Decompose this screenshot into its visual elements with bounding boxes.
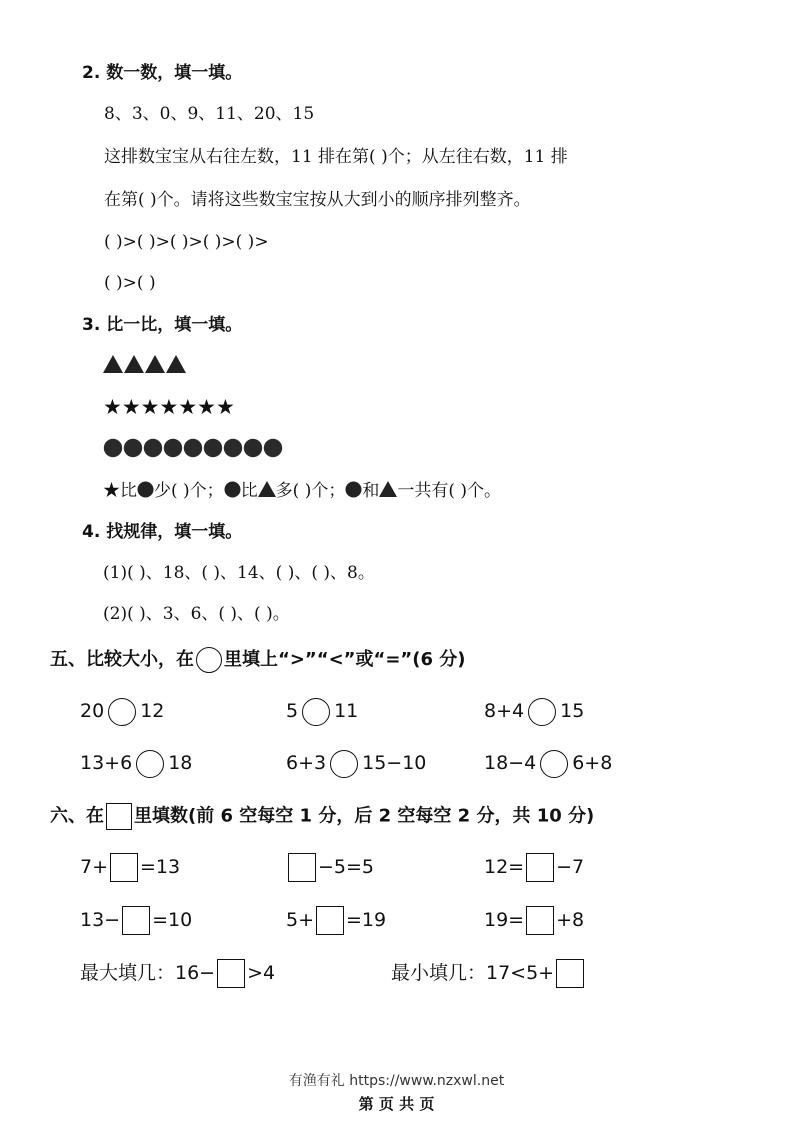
filled-circle-icon [103, 438, 123, 458]
answer-circle[interactable] [302, 698, 330, 726]
answer-box[interactable] [526, 853, 554, 882]
section5-title-b: 里填上“>”“<”或“=”(6 分) [224, 649, 466, 670]
filled-circle-icon [183, 438, 203, 458]
footer-site: 有渔有礼 https://www.nzxwl.net [288, 1073, 505, 1089]
filled-circle-icon [163, 438, 183, 458]
fill-left: 最小填几：17<5+ [391, 962, 555, 984]
fill-right: −7 [556, 856, 585, 878]
answer-box[interactable] [316, 906, 344, 935]
section6-title-b: 里填数(前 6 空每空 1 分，后 2 空每空 2 分，共 10 分) [134, 805, 595, 827]
fill-right: −5=5 [318, 856, 375, 878]
answer-circle[interactable] [528, 698, 556, 726]
compare-item [80, 748, 192, 778]
fill-item [286, 905, 386, 935]
answer-box[interactable] [288, 853, 316, 882]
triangle-icon [103, 355, 123, 373]
section5-title-a: 五、比较大小，在 [50, 649, 194, 670]
compare-item [286, 696, 358, 726]
fill-item [286, 852, 374, 882]
compare-left: 20 [80, 700, 105, 722]
q4-part1: (1)( )、18、( )、14、( )、( )、8。 [103, 563, 375, 583]
answer-box[interactable] [526, 906, 554, 935]
fill-left: 19= [484, 909, 525, 931]
triangle-icon [145, 355, 165, 373]
compare-right: 11 [334, 700, 359, 722]
answer-circle[interactable] [540, 750, 568, 778]
footer-page: 第 页 共 页 [358, 1095, 435, 1113]
triangle-row [103, 355, 187, 373]
compare-right: 12 [140, 700, 165, 722]
compare-right: 15 [560, 700, 585, 722]
q3-part2b: 多( )个； [275, 481, 346, 501]
filled-circle-icon [203, 438, 223, 458]
star-row [103, 397, 235, 417]
fill-item [80, 958, 275, 988]
q3-part3b: 一共有( )个。 [397, 481, 502, 501]
star-icon: ★ [159, 395, 179, 419]
star-icon: ★ [197, 395, 216, 419]
fill-item [391, 958, 586, 988]
answer-box[interactable] [556, 959, 584, 988]
triangle-icon [379, 481, 397, 497]
section6-title [50, 803, 594, 830]
answer-circle[interactable] [136, 750, 164, 778]
fill-right: =13 [140, 856, 181, 878]
q4-title: 4. 找规律，填一填。 [82, 522, 243, 542]
compare-item [484, 696, 584, 726]
section5-title [50, 647, 465, 673]
answer-box[interactable] [122, 906, 150, 935]
answer-circle[interactable] [108, 698, 136, 726]
triangle-icon [166, 355, 186, 373]
answer-box[interactable] [217, 959, 245, 988]
triangle-icon [258, 481, 276, 497]
filled-circle-icon [345, 481, 362, 498]
q3-part1a: 比 [120, 481, 137, 501]
filled-circle-icon [123, 438, 143, 458]
compare-item [286, 748, 426, 778]
filled-circle-icon [243, 438, 263, 458]
compare-item [484, 748, 612, 778]
compare-left: 13+6 [80, 752, 133, 774]
q2-line1: 这排数宝宝从右往左数，11 排在第( )个；从左往右数，11 排 [104, 147, 568, 167]
answer-circle[interactable] [330, 750, 358, 778]
filled-circle-icon [223, 438, 243, 458]
compare-right: 6+8 [572, 752, 613, 774]
q4-part2: (2)( )、3、6、( )、( )。 [103, 604, 290, 624]
q3-question [103, 480, 501, 502]
fill-right: >4 [247, 962, 276, 984]
fill-item [80, 905, 192, 935]
circle-row [103, 438, 283, 458]
fill-left: 最大填几：16− [80, 962, 216, 984]
q2-numbers: 8、3、0、9、11、20、15 [104, 104, 315, 124]
compare-right: 15−10 [362, 752, 427, 774]
star-icon: ★ [215, 395, 235, 419]
q3-part2a: 比 [240, 481, 258, 501]
compare-left: 18−4 [484, 752, 537, 774]
blank-square-icon [106, 803, 132, 830]
compare-left: 6+3 [286, 752, 327, 774]
triangle-icon [124, 355, 144, 373]
fill-left: 13− [80, 909, 121, 931]
star-icon: ★ [121, 395, 141, 419]
q2-title: 2. 数一数，填一填。 [82, 63, 243, 83]
fill-left: 7+ [80, 856, 109, 878]
filled-circle-icon [143, 438, 163, 458]
q2-line2: 在第( )个。请将这些数宝宝按从大到小的顺序排列整齐。 [104, 190, 531, 210]
filled-circle-icon [263, 438, 283, 458]
fill-left: 12= [484, 856, 525, 878]
blank-circle-icon [196, 647, 222, 673]
q3-part3a: 和 [362, 481, 380, 501]
compare-left: 8+4 [484, 700, 525, 722]
star-icon: ★ [140, 395, 160, 419]
q3-title: 3. 比一比，填一填。 [82, 315, 243, 335]
q2-order1: ( )>( )>( )>( )>( )> [104, 232, 269, 252]
answer-box[interactable] [110, 853, 138, 882]
fill-item [80, 852, 180, 882]
section6-title-a: 六、在 [50, 805, 104, 827]
filled-circle-icon [137, 481, 154, 498]
compare-item [80, 696, 164, 726]
compare-right: 18 [168, 752, 193, 774]
star-icon: ★ [103, 481, 120, 501]
filled-circle-icon [224, 481, 241, 498]
star-icon: ★ [103, 395, 122, 419]
fill-left: 5+ [286, 909, 315, 931]
star-icon: ★ [178, 395, 198, 419]
compare-left: 5 [286, 700, 299, 722]
fill-right: =19 [346, 909, 387, 931]
q3-part1b: 少( )个； [154, 481, 224, 501]
q2-order2: ( )>( ) [104, 273, 156, 293]
fill-item [484, 852, 584, 882]
fill-right: =10 [152, 909, 193, 931]
fill-item [484, 905, 584, 935]
fill-right: +8 [556, 909, 585, 931]
